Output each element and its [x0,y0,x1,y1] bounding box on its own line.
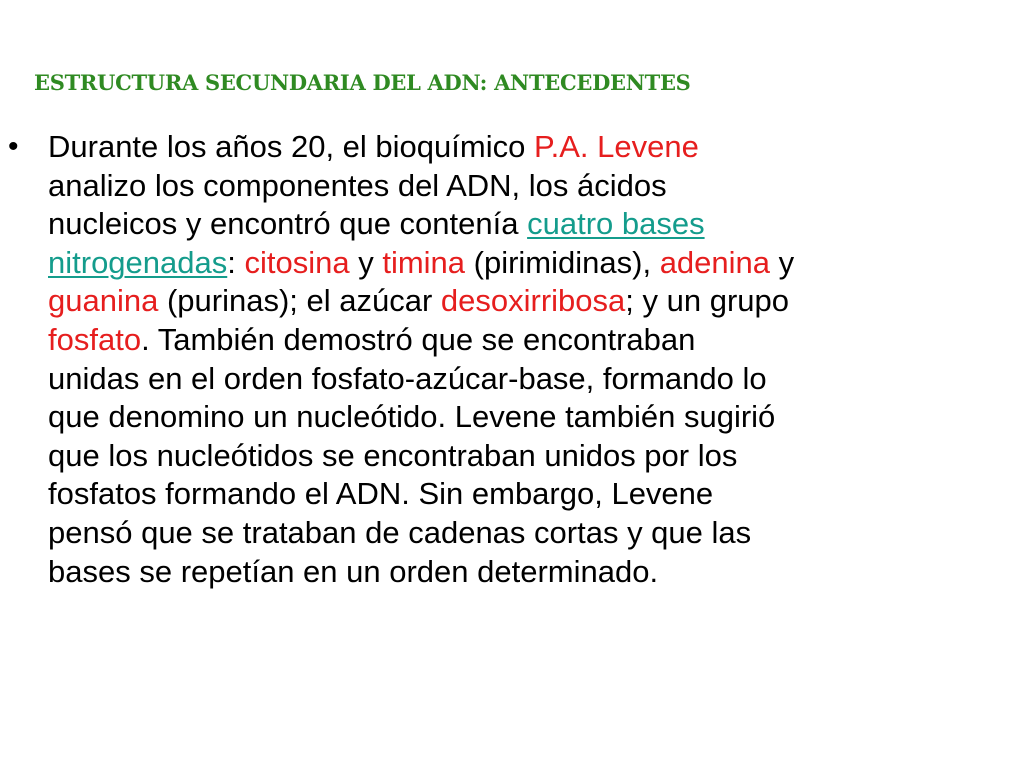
text-run: nucleicos y encontró que contenía [48,206,528,242]
highlight-desoxirribosa: desoxirribosa [440,283,626,319]
paragraph-line-10: fosfatos formando el ADN. Sin embargo, Levene [48,476,714,512]
bullet-dot: • [8,130,19,163]
text-run: y [770,244,795,280]
link-cuatro-bases[interactable]: cuatro bases [527,206,705,242]
paragraph-line-9: que los nucleótidos se encontraban unidos por los [48,437,738,473]
highlight-guanina: guanina [48,283,159,319]
link-nitrogenadas[interactable]: nitrogenadas [48,244,228,280]
bullet-paragraph [48,128,1010,591]
text-run: . También demostró que se encontraban [141,321,696,357]
highlight-fosfato: fosfato [48,321,142,357]
highlight-levene: P.A. Levene [533,129,699,164]
text-run: Durante los años 20, el bioquímico [48,129,534,164]
text-run: (pirimidinas), [465,244,660,280]
highlight-citosina: citosina [244,244,350,280]
paragraph-line-3 [48,205,1010,244]
paragraph-line-4 [48,244,1010,283]
highlight-timina: timina [382,244,466,280]
paragraph-line-8: que denomino un nucleótido. Levene también sugirió [48,399,776,435]
paragraph-line-12: bases se repetían en un orden determinado. [48,553,659,589]
text-run: (purinas); el azúcar [158,283,441,319]
slide-title: ESTRUCTURA SECUNDARIA DEL ADN: ANTECEDENTES [34,70,691,95]
paragraph-line-5 [48,282,1010,321]
paragraph-line-6 [48,321,1010,360]
paragraph-line-2: analizo los componentes del ADN, los ácidos [48,167,667,203]
paragraph-line-11: pensó que se trataban de cadenas cortas y que las [48,514,752,550]
text-run: y [349,244,383,280]
paragraph-line-7: unidas en el orden fosfato-azúcar-base, formando lo [48,360,767,396]
text-run: ; y un grupo [625,283,789,319]
highlight-adenina: adenina [659,244,771,280]
text-run: : [227,244,245,280]
paragraph-line-1 [48,128,1010,167]
